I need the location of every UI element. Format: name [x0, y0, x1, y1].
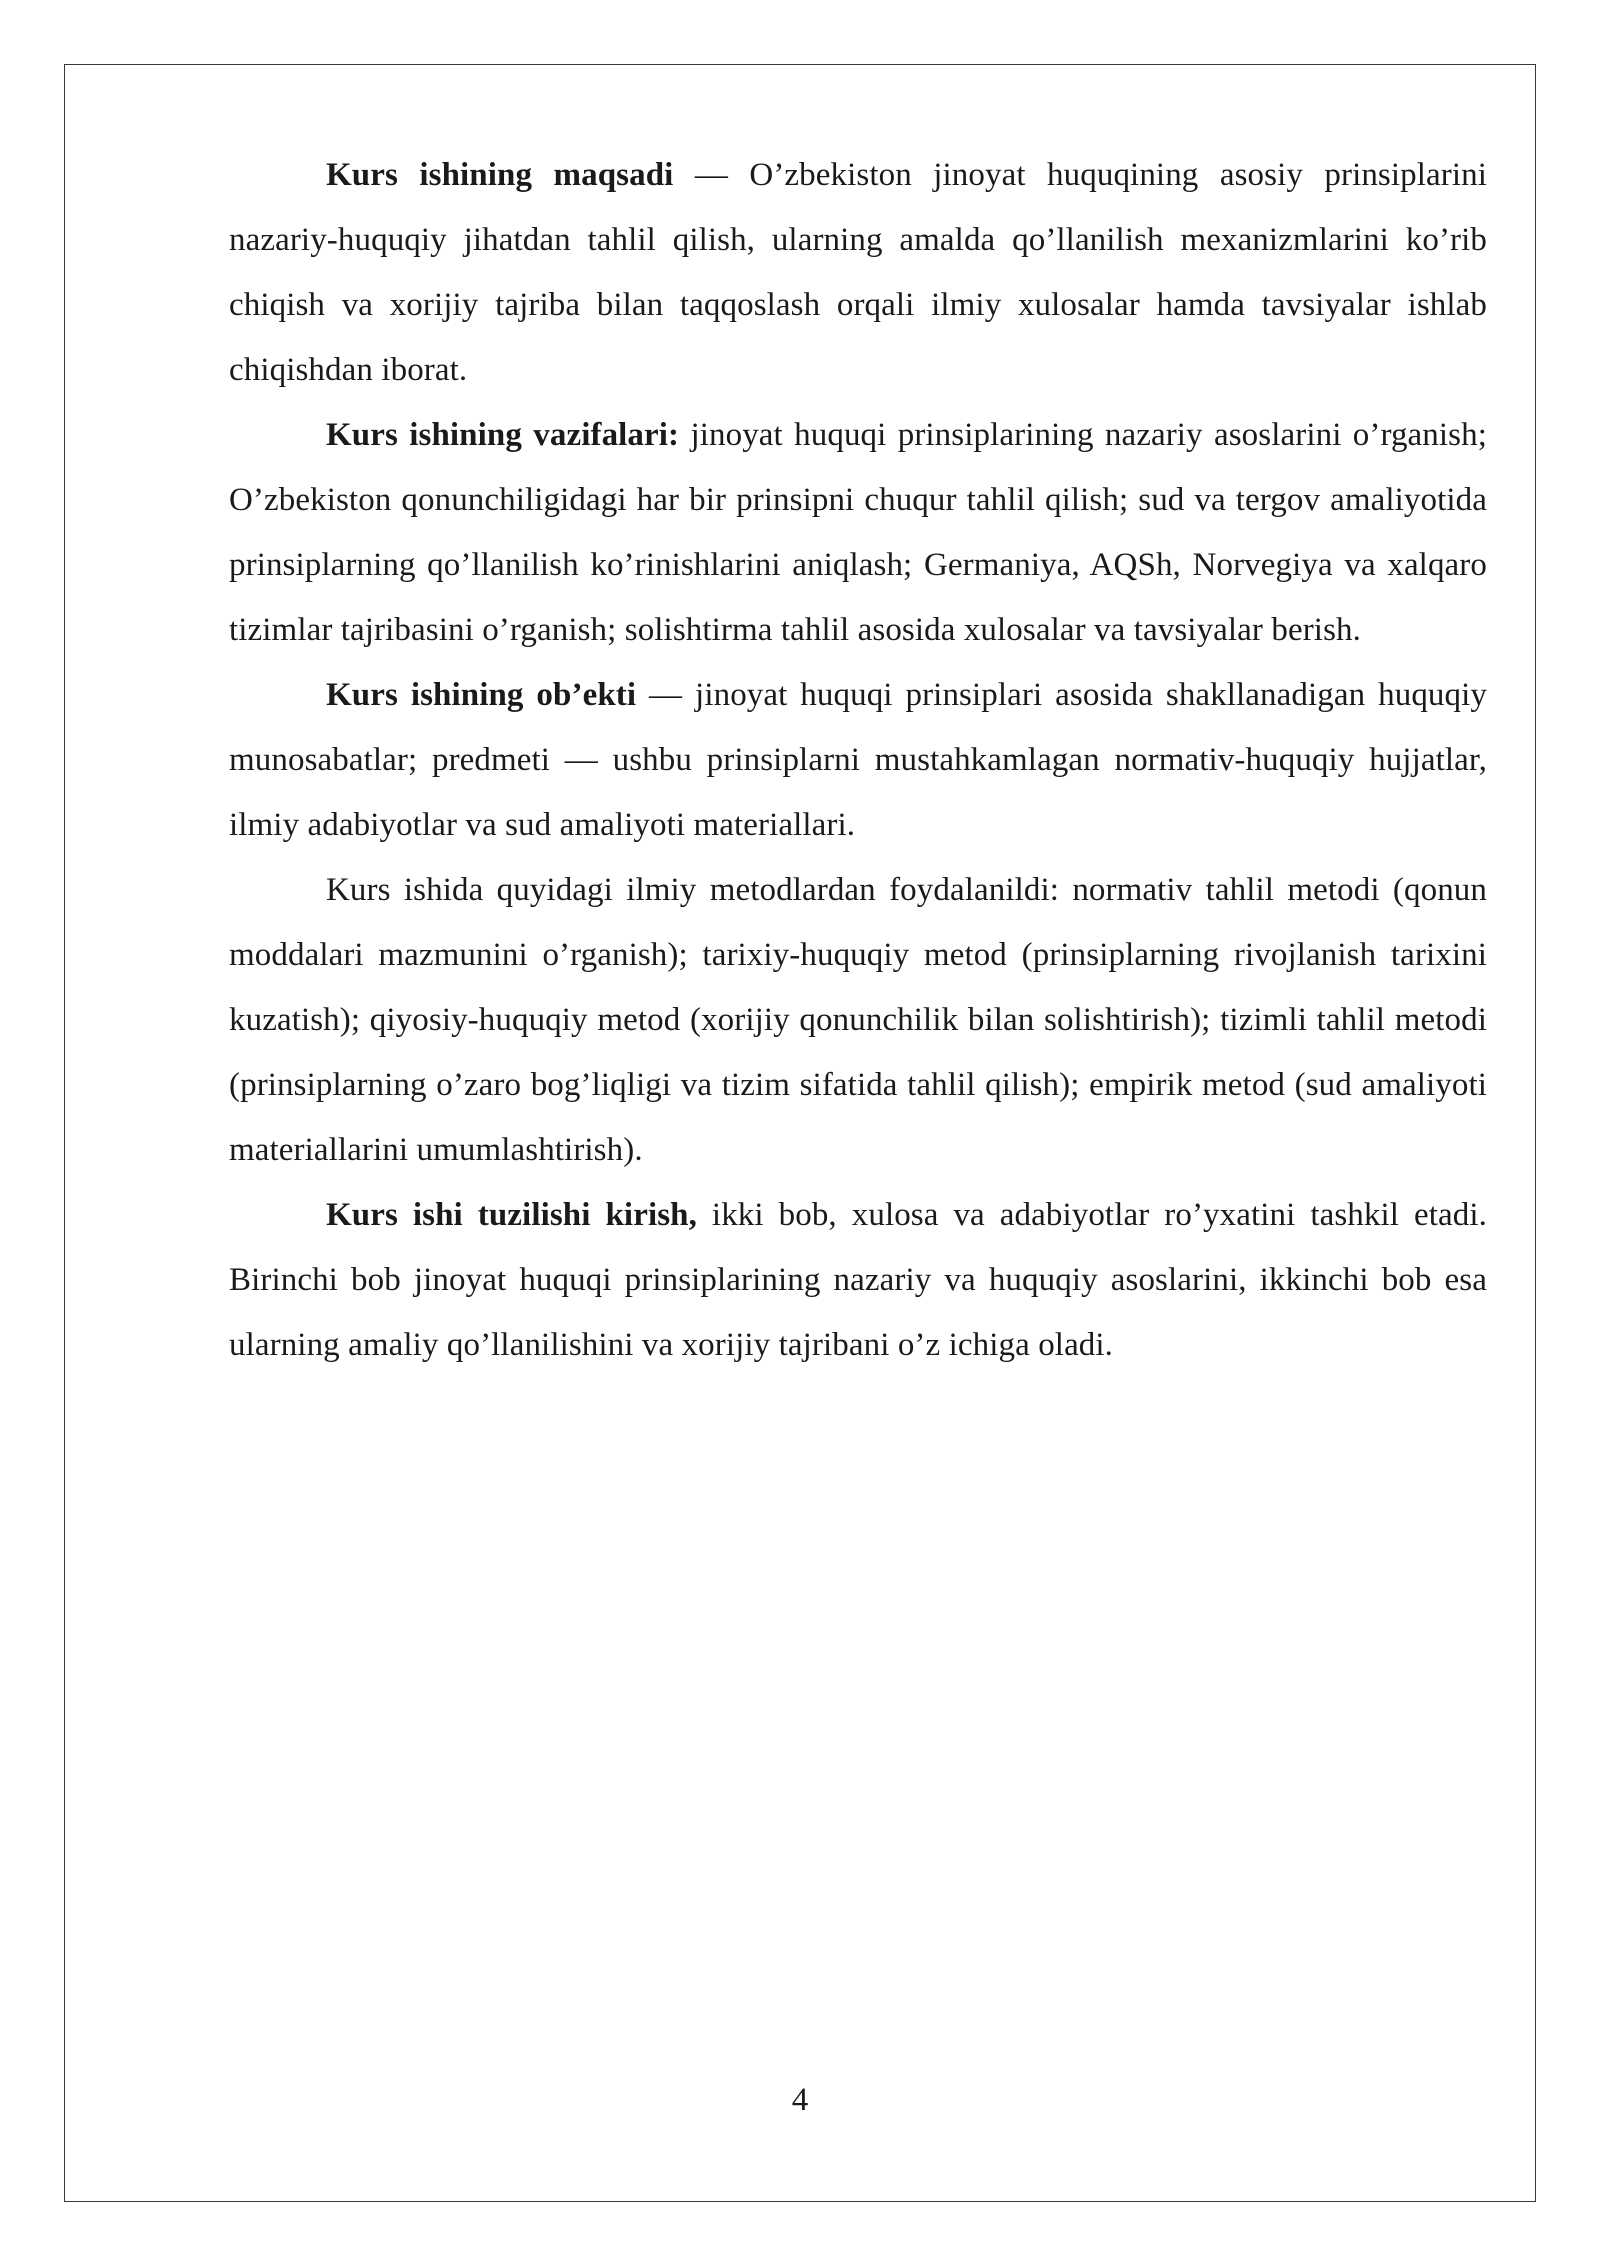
paragraph-object-text: — jinoyat huquqi prinsiplari asosida shakllanadigan huquqiy munosabatlar; predmeti — ushbu prinsiplarni mustahkamlagan normativ-huquqiy hujjatlar, ilmiy adabiyotlar va sud amaliyoti materiallari.: [229, 677, 1487, 843]
paragraph-methods: [229, 858, 1487, 1183]
paragraph-tasks-text: jinoyat huquqi prinsiplarining nazariy asoslarini o’rganish; O’zbekiston qonunchiligidagi har bir prinsipni chuqur tahlil qilish; sud va tergov amaliyotida prinsiplarning qo’llanilish ko’rinishlarini aniqlash; Germaniya, AQSh, Norvegiya va xalqaro tizimlar tajribasini o’rganish; solishtirma tahlil asosida xulosalar va tavsiyalar berish.: [229, 417, 1487, 648]
paragraph-object-heading: Kurs ishining ob’ekti: [326, 677, 637, 713]
paragraph-goal-text: — O’zbekiston jinoyat huquqining asosiy prinsiplarini nazariy-huquqiy jihatdan tahlil qilish, ularning amalda qo’llanilish mexanizmlarini ko’rib chiqish va xorijiy tajriba bilan taqqoslash orqali ilmiy xulosalar hamda tavsiyalar ishlab chiqishdan iborat.: [229, 157, 1487, 388]
paragraph-structure-text: ikki bob, xulosa va adabiyotlar ro’yxatini tashkil etadi. Birinchi bob jinoyat huquqi prinsiplarining nazariy va huquqiy asoslarini, ikkinchi bob esa ularning amaliy qo’llanilishini va xorijiy tajribani o’z ichiga oladi.: [229, 1197, 1487, 1363]
paragraph-goal: [229, 143, 1487, 403]
document-body: [229, 143, 1487, 1378]
paragraph-structure: [229, 1183, 1487, 1378]
paragraph-object: [229, 663, 1487, 858]
paragraph-structure-heading: Kurs ishi tuzilishi kirish,: [326, 1197, 697, 1233]
paragraph-tasks: [229, 403, 1487, 663]
paragraph-methods-text: Kurs ishida quyidagi ilmiy metodlardan foydalanildi: normativ tahlil metodi (qonun moddalari mazmunini o’rganish); tarixiy-huquqiy metod (prinsiplarning rivojlanish tarixini kuzatish); qiyosiy-huquqiy metod (xorijiy qonunchilik bilan solishtirish); tizimli tahlil metodi (prinsiplarning o’zaro bog’liqligi va tizim sifatida tahlil qilish); empirik metod (sud amaliyoti materiallarini umumlashtirish).: [229, 872, 1487, 1168]
paragraph-tasks-heading: Kurs ishining vazifalari:: [326, 417, 680, 453]
page-number: 4: [791, 2082, 809, 2118]
paragraph-goal-heading: Kurs ishining maqsadi: [326, 157, 674, 193]
